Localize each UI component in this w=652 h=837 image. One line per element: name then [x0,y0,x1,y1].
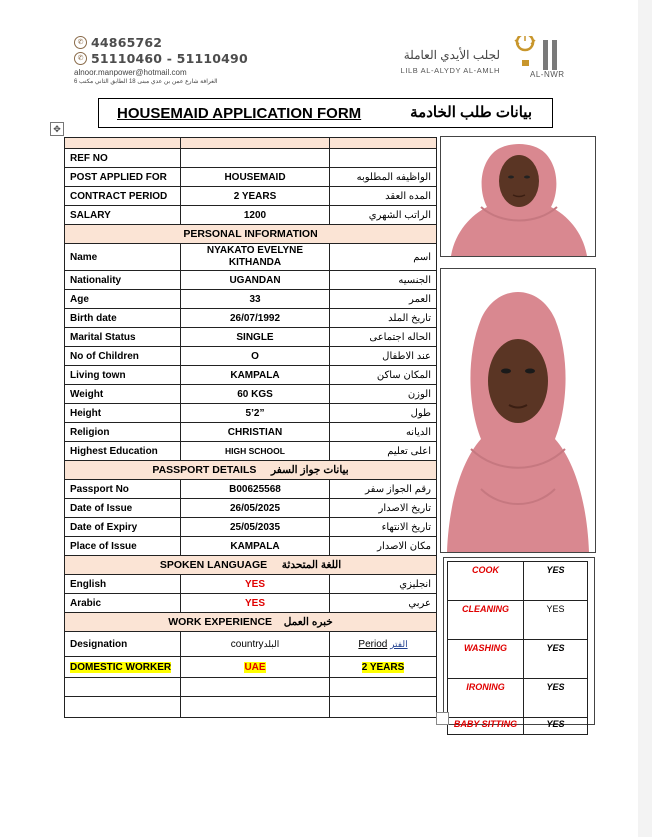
field-label: CONTRACT PERIOD [65,187,181,206]
field-value: 25/05/2035 [181,518,330,537]
field-label-arabic [330,149,437,168]
field-label: Arabic [65,594,181,613]
field-label: Date of Issue [65,499,181,518]
field-label-arabic: الديانه [330,423,437,442]
skill-row [448,679,588,718]
table-row [65,271,437,290]
field-value: 1200 [181,206,330,225]
table-move-handle[interactable]: ✥ [50,122,64,136]
skill-value: YES [524,562,588,601]
skill-row [448,562,588,601]
table-row [65,347,437,366]
form-title-box [98,98,553,128]
field-label: Nationality [65,271,181,290]
field-label: Birth date [65,309,181,328]
experience-period: 2 YEARS [361,661,405,673]
section-title-arabic: خبره العمل [283,616,333,628]
table-row [65,697,437,718]
experience-column-header-row [65,632,437,657]
textbox-resize-handle[interactable] [436,712,449,725]
skill-name: WASHING [448,640,524,679]
section-title: SPOKEN LANGUAGE [159,559,268,571]
section-title: PASSPORT DETAILS [152,464,257,476]
field-value: UGANDAN [181,271,330,290]
logo-english-text: LILB AL-ALYDY AL-AMLH [400,66,500,75]
field-value: B00625568 [181,480,330,499]
section-header-personal [65,225,437,244]
phone-number: 51110460 - 51110490 [91,50,248,66]
skill-value: YES [524,718,588,735]
skills-table [447,561,588,735]
field-value: HOUSEMAID [181,168,330,187]
designation-column-header: Designation [65,632,181,657]
field-label: Place of Issue [65,537,181,556]
field-label-arabic: الحاله اجتماعى [330,328,437,347]
field-label-arabic: المده العقد [330,187,437,206]
field-value [181,149,330,168]
table-row [65,518,437,537]
phone-number: 44865762 [91,34,163,50]
section-header-experience [65,613,437,632]
field-value: 60 KGS [181,385,330,404]
skill-value: YES [524,679,588,718]
field-label-arabic: العمر [330,290,437,309]
period-column-header: Period [358,638,388,650]
table-row [65,499,437,518]
logo-arabic-text: لجلب الأيدي العاملة [403,48,500,62]
table-row [65,328,437,347]
application-table [64,137,437,718]
section-title-arabic: اللغة المتحدثة [281,559,342,571]
field-label-arabic: رقم الجواز سفر [330,480,437,499]
table-row [65,290,437,309]
country-column-header-arabic: البلد [263,638,280,649]
table-row [65,594,437,613]
table-row [65,404,437,423]
skill-value: YES [524,601,588,640]
field-value: KAMPALA [181,537,330,556]
field-label: Living town [65,366,181,385]
skill-row [448,718,588,735]
skill-row [448,640,588,679]
field-value: 33 [181,290,330,309]
field-label-arabic: اعلى تعليم [330,442,437,461]
table-row [65,244,437,271]
skill-row [448,601,588,640]
table-row [65,385,437,404]
phone-icon: ✆ [74,36,87,49]
field-value: YES [181,575,330,594]
applicant-photo-portrait [440,136,596,257]
page-edge [638,0,652,837]
table-row [65,657,437,678]
skill-name: CLEANING [448,601,524,640]
field-label-arabic: تاريخ الملد [330,309,437,328]
applicant-photo-full [440,268,596,553]
field-value: KAMPALA [181,366,330,385]
skill-value: YES [524,640,588,679]
skill-name: BABY SITTING [448,718,524,735]
field-label: Religion [65,423,181,442]
applicant-full-image [441,269,595,552]
field-label-arabic: الواظيفه المطلوبه [330,168,437,187]
table-row [65,423,437,442]
field-value: 5’2” [181,404,330,423]
contact-block [74,34,248,85]
field-label: Date of Expiry [65,518,181,537]
field-value: NYAKATO EVELYNE KITHANDA [181,244,330,271]
experience-country: UAE [244,661,266,673]
field-label: Highest Education [65,442,181,461]
section-header-language [65,556,437,575]
field-label: SALARY [65,206,181,225]
field-value: 26/05/2025 [181,499,330,518]
period-column-header-arabic: الفتر [390,638,408,649]
field-label: Height [65,404,181,423]
table-row [65,678,437,697]
table-row [65,575,437,594]
field-label-arabic: عند الاطفال [330,347,437,366]
section-title-arabic: بيانات جواز السفر [271,464,349,476]
field-label: English [65,575,181,594]
field-value: SINGLE [181,328,330,347]
header-band-row [65,138,437,149]
table-row [65,366,437,385]
logo-brand: AL-NWR [530,70,565,79]
field-label: POST APPLIED FOR [65,168,181,187]
company-logo [390,36,590,84]
skill-name: COOK [448,562,524,601]
table-row [65,187,437,206]
field-label: No of Children [65,347,181,366]
country-column-header: country [230,638,264,650]
field-label-arabic: عربي [330,594,437,613]
table-row [65,149,437,168]
field-label: Name [65,244,181,271]
field-label: Age [65,290,181,309]
field-value: 2 YEARS [181,187,330,206]
email-address: alnoor.manpower@hotmail.com [74,68,187,77]
field-label-arabic: طول [330,404,437,423]
phone-icon: ✆ [74,52,87,65]
experience-designation: DOMESTIC WORKER [70,661,172,673]
field-label-arabic: الجنسيه [330,271,437,290]
field-label-arabic: اسم [330,244,437,271]
table-row [65,206,437,225]
field-value: YES [181,594,330,613]
field-value: O [181,347,330,366]
skill-name: IRONING [448,679,524,718]
field-value: CHRISTIAN [181,423,330,442]
office-address: الغرافة شارع عمن بن عدي مبنى 18 الطابق الثاني مكتب 6 [74,79,218,85]
field-label-arabic: تاريخ الانتهاء [330,518,437,537]
field-label: Passport No [65,480,181,499]
table-row [65,480,437,499]
field-label: Weight [65,385,181,404]
table-row [65,537,437,556]
field-label-arabic: تاريخ الاصدار [330,499,437,518]
section-title: WORK EXPERIENCE [168,616,273,628]
form-title-english: HOUSEMAID APPLICATION FORM [117,105,362,122]
field-label-arabic: الوزن [330,385,437,404]
field-label-arabic: الراتب الشهري [330,206,437,225]
field-label: REF NO [65,149,181,168]
field-label-arabic: انجليزي [330,575,437,594]
field-label-arabic: مكان الاصدار [330,537,437,556]
field-value: 26/07/1992 [181,309,330,328]
table-row [65,309,437,328]
form-title-arabic: بيانات طلب الخادمة [410,104,532,121]
table-row [65,168,437,187]
field-value: HIGH SCHOOL [181,442,330,461]
applicant-portrait-image [441,137,595,256]
field-label-arabic: المكان ساكن [330,366,437,385]
section-title: PERSONAL INFORMATION [65,225,437,244]
field-label: Marital Status [65,328,181,347]
section-header-passport [65,461,437,480]
table-row [65,442,437,461]
